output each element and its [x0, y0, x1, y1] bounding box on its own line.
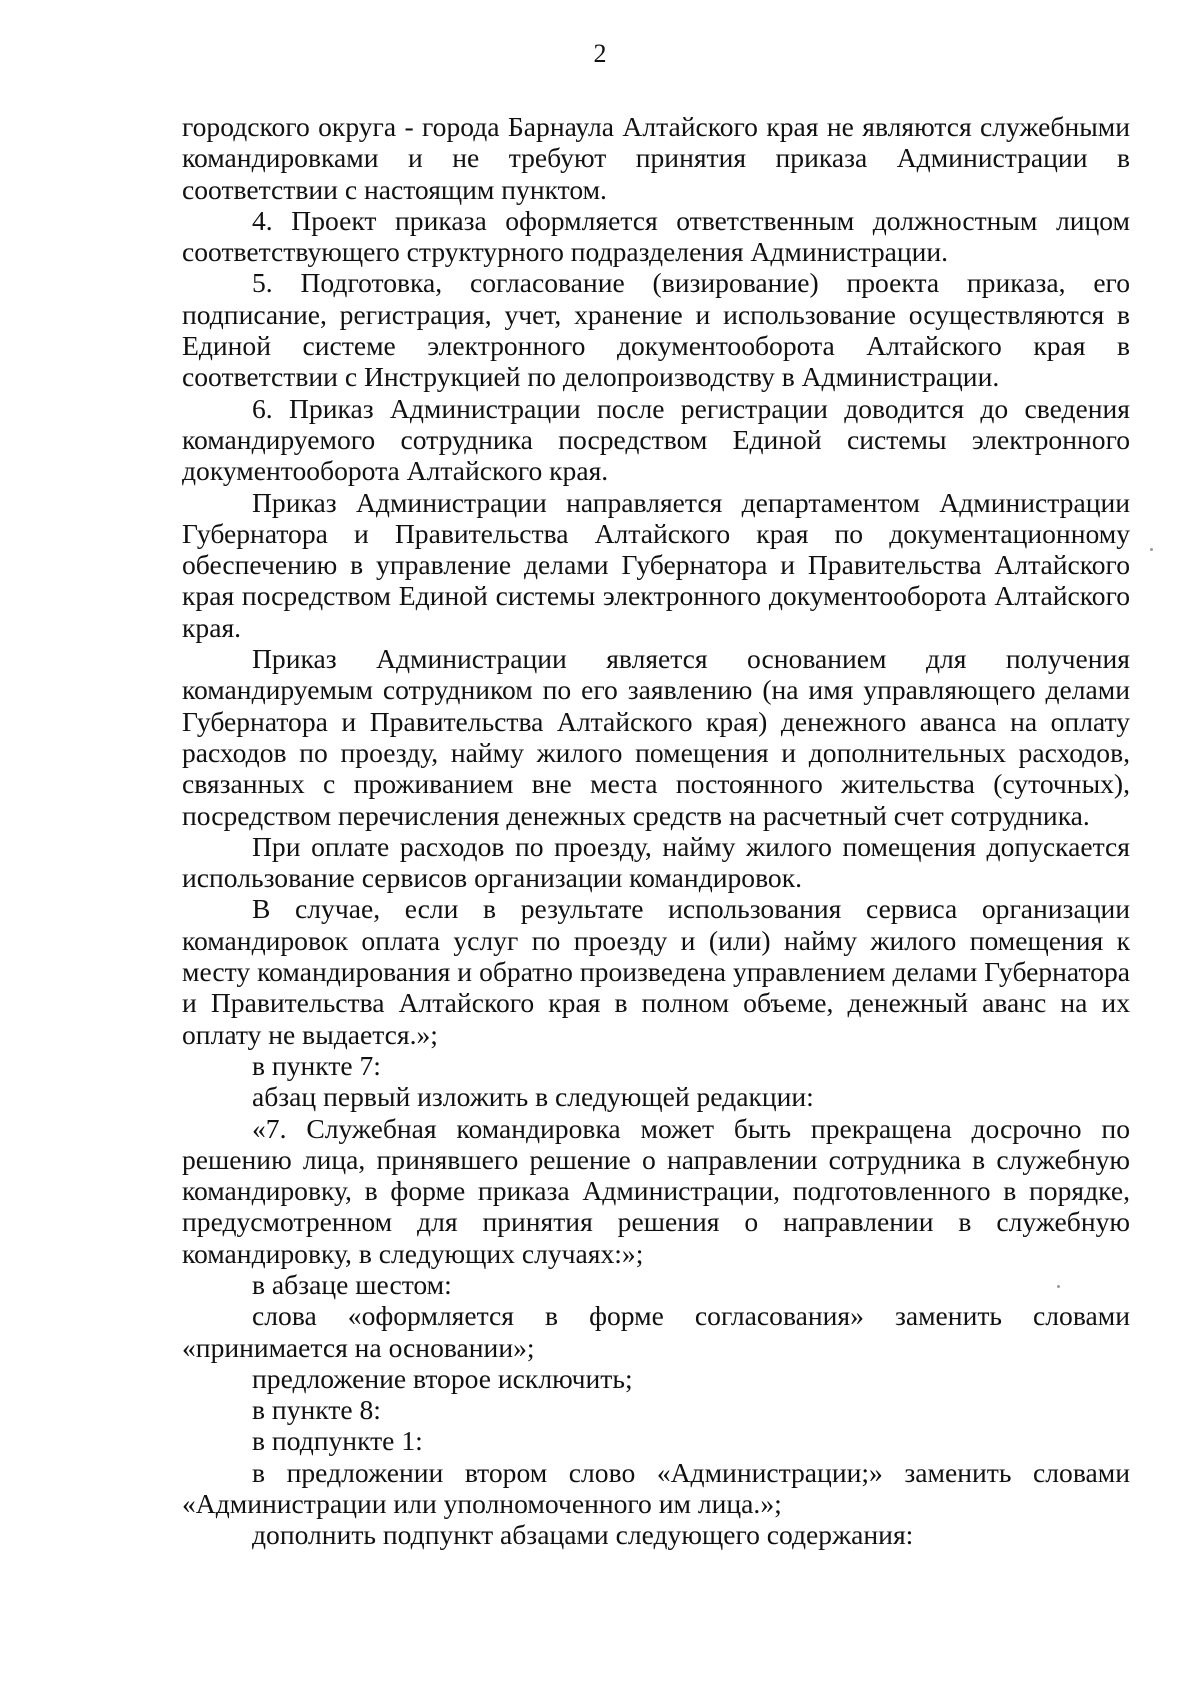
- paragraph-booking-services: При оплате расходов по проезду, найму жилого помещения допускается использование сервисов организации командировок.: [182, 830, 1130, 894]
- paragraph-advance-basis: Приказ Администрации является основанием для получения командируемым сотрудником по его заявлению (на имя управляющего делами Губернатора и Правительства Алтайского края) денежного аванса на оплату расходов по проезду, найму жилого помещения и дополнительных расходов, связанных с проживанием вне места постоянного жительства (суточных), посредством перечисления денежных средств на расчетный счет сотрудника.: [182, 643, 1130, 831]
- page-number: 2: [593, 39, 607, 68]
- scan-speck: [1057, 1285, 1060, 1288]
- paragraph-continuation: городского округа - города Барнаула Алтайского края не являются служебными командировками и не требуют принятия приказа Администрации в соответствии с настоящим пунктом.: [182, 111, 1130, 205]
- scan-speck: [1150, 548, 1153, 551]
- paragraph-supplement-subpoint: дополнить подпункт абзацами следующего содержания:: [252, 1519, 914, 1551]
- paragraph-in-point-8: в пункте 8:: [252, 1394, 381, 1426]
- document-body: [182, 111, 1130, 1551]
- paragraph-advance-not-issued: В случае, если в результате использования сервиса организации командировок оплата услуг по проезду и (или) найму жилого помещения к месту командирования и обратно произведена управлением делами Губернатора и Правительства Алтайского края в полном объеме, денежный аванс на их оплату не выдается.»;: [182, 893, 1130, 1050]
- paragraph-order-routing: Приказ Администрации направляется департаментом Администрации Губернатора и Правительства Алтайского края по документационному обеспечению в управление делами Губернатора и Правительства Алтайского края посредством Единой системы электронного документооборота Алтайского края.: [182, 486, 1130, 643]
- paragraph-item-4: 4. Проект приказа оформляется ответственным должностным лицом соответствующего структурного подразделения Администрации.: [182, 204, 1130, 268]
- paragraph-in-subpoint-1: в подпункте 1:: [252, 1425, 423, 1457]
- paragraph-item-6: 6. Приказ Администрации после регистрации доводится до сведения командируемого сотрудника посредством Единой системы электронного документооборота Алтайского края.: [182, 392, 1130, 487]
- paragraph-in-point-7: в пункте 7:: [252, 1049, 381, 1081]
- paragraph-item-7-text: «7. Служебная командировка может быть прекращена досрочно по решению лица, принявшего решение о направлении сотрудника в служебную командировку, в форме приказа Администрации, подготовленного в порядке, предусмотренном для принятия решения о направлении в служебную командировку, в следующих случаях:»;: [182, 1112, 1130, 1269]
- paragraph-sixth-abzac: в абзаце шестом:: [252, 1268, 452, 1300]
- paragraph-replace-words: слова «оформляется в форме согласования» заменить словами «принимается на основании»;: [182, 1300, 1130, 1363]
- paragraph-item-5: 5. Подготовка, согласование (визирование) проекта приказа, его подписание, регистрация, учет, хранение и использование осуществляются в Единой системе электронного документооборота Алтайского края в соответствии с Инструкцией по делопроизводству в Администрации.: [182, 267, 1130, 393]
- paragraph-exclude-sentence: предложение второе исключить;: [252, 1362, 633, 1394]
- paragraph-replace-administration: в предложении втором слово «Администрации;» заменить словами «Администрации или уполномоченного им лица.»;: [182, 1456, 1130, 1520]
- paragraph-first-abzac: абзац первый изложить в следующей редакции:: [252, 1081, 814, 1113]
